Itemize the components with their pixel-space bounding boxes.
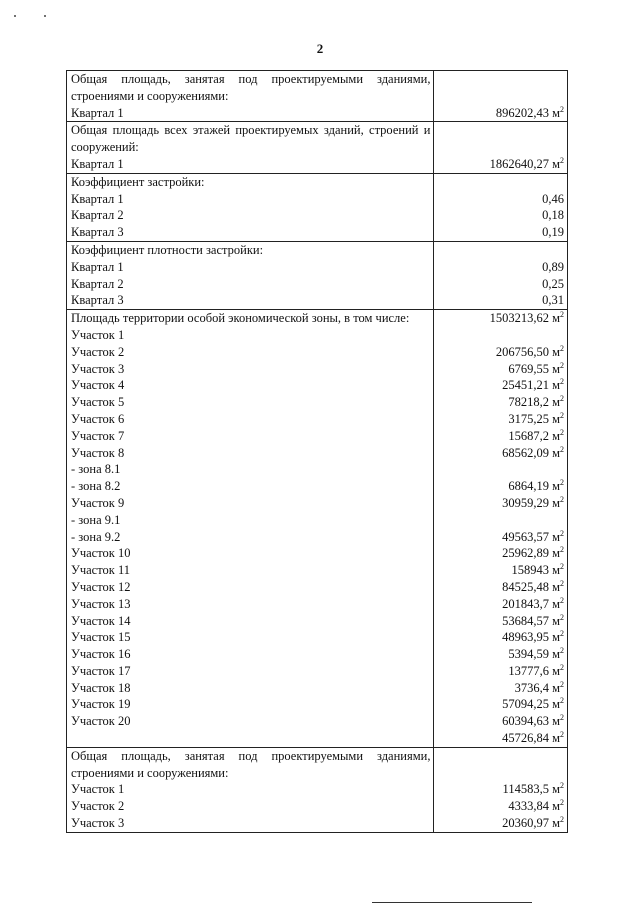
- item-label: Участок 19: [71, 697, 131, 712]
- item-label: Квартал 2: [71, 208, 124, 223]
- item-label: Участок 2: [71, 799, 125, 814]
- item-value: [438, 646, 564, 663]
- item-value-unit: м: [552, 782, 560, 797]
- section-total-unit-superscript: 2: [560, 310, 564, 320]
- item-value-unit-superscript: 2: [560, 478, 564, 488]
- item-value: [438, 545, 564, 562]
- section-total: [438, 310, 564, 327]
- item-value-unit: м: [552, 378, 560, 393]
- item-value-unit: м: [552, 361, 560, 376]
- item-value-number: 114583,5: [502, 782, 549, 797]
- item-value: [438, 562, 564, 579]
- item-label: Участок 16: [71, 647, 131, 662]
- item-value: [438, 798, 564, 815]
- item-label: Квартал 1: [71, 259, 124, 274]
- item-value: [438, 361, 564, 378]
- item-value-number: 0,18: [542, 208, 564, 223]
- item-value-number: 201843,7: [502, 596, 549, 611]
- section-label-cell: [67, 747, 434, 832]
- item-value: [438, 596, 564, 613]
- item-value-unit: м: [552, 647, 560, 662]
- item-value-number: 5394,59: [508, 647, 549, 662]
- item-value-number: 84525,48: [502, 579, 549, 594]
- item-value-number: 896202,43: [495, 105, 549, 120]
- item-label: Участок 5: [71, 395, 125, 410]
- spacer-line: [438, 174, 564, 191]
- item-value: [438, 394, 564, 411]
- item-value-number: 3736,4: [514, 680, 549, 695]
- item-value-unit-superscript: 2: [560, 696, 564, 706]
- item-value-number: 4333,84: [508, 799, 549, 814]
- item-value: [438, 478, 564, 495]
- item-value: [438, 461, 564, 478]
- item-label: Участок 7: [71, 428, 125, 443]
- item-value-number: 53684,57: [502, 613, 549, 628]
- item-value: [438, 428, 564, 445]
- item-value-unit-superscript: 2: [560, 798, 564, 808]
- item-value-unit-superscript: 2: [560, 578, 564, 588]
- item-value: [438, 191, 564, 208]
- item-value-unit: м: [552, 479, 560, 494]
- item-value-number: 57094,25: [502, 697, 549, 712]
- item-value-number: 60394,63: [502, 714, 549, 729]
- item-value-unit: м: [552, 529, 560, 544]
- item-value-unit-superscript: 2: [560, 730, 564, 740]
- section-heading: Общая площадь, занятая под проектируемыми зданиями, строениями и сооружениями:: [71, 748, 431, 780]
- item-value-unit-superscript: 2: [560, 815, 564, 825]
- spacer-line: [438, 139, 564, 156]
- scan-speck: [44, 15, 46, 17]
- section-value-cell: [434, 71, 568, 122]
- item-label: Участок 12: [71, 579, 131, 594]
- section-label-cell: [67, 241, 434, 309]
- item-value-unit-superscript: 2: [560, 679, 564, 689]
- item-value-unit: м: [552, 428, 560, 443]
- item-label: - зона 8.1: [71, 462, 121, 477]
- item-value-number: 0,31: [542, 293, 564, 308]
- item-value: [438, 276, 564, 293]
- item-value: [438, 529, 564, 546]
- item-value-unit-superscript: 2: [560, 646, 564, 656]
- spacer-line: [438, 765, 564, 782]
- spacer-line: [438, 71, 564, 88]
- item-value-unit-superscript: 2: [560, 494, 564, 504]
- item-value-number: 1862640,27: [489, 156, 549, 171]
- item-value-number: 20360,97: [502, 816, 549, 831]
- item-label: Квартал 1: [71, 105, 124, 120]
- item-value-unit: м: [552, 445, 560, 460]
- item-value-unit: м: [552, 495, 560, 510]
- item-label: - зона 9.2: [71, 529, 121, 544]
- item-value: [438, 156, 564, 173]
- section-label-cell: [67, 122, 434, 173]
- section-row: [67, 173, 568, 241]
- item-value: [438, 445, 564, 462]
- spacer-line: [438, 88, 564, 105]
- section-heading: Коэффициент застройки:: [71, 174, 205, 189]
- item-value: [438, 663, 564, 680]
- item-value-unit: м: [552, 663, 560, 678]
- item-value-number: 3175,25: [508, 411, 549, 426]
- item-value: [438, 105, 564, 122]
- item-label: Квартал 1: [71, 156, 124, 171]
- item-value: [438, 411, 564, 428]
- item-value: [438, 696, 564, 713]
- item-value-number: 6864,19: [508, 479, 549, 494]
- item-value-number: 13777,6: [508, 663, 549, 678]
- item-label: Участок 2: [71, 344, 125, 359]
- item-value-number: 0,89: [542, 259, 564, 274]
- item-value-unit: м: [552, 731, 560, 746]
- item-label: - зона 9.1: [71, 512, 121, 527]
- section-total-value: 1503213,62: [489, 311, 549, 326]
- spacer-line: [438, 748, 564, 765]
- item-value: [438, 207, 564, 224]
- item-value-unit-superscript: 2: [560, 104, 564, 114]
- section-heading: Общая площадь всех этажей проектируемых зданий, строений и сооружений:: [71, 123, 431, 155]
- item-value-unit: м: [552, 816, 560, 831]
- item-value-unit-superscript: 2: [560, 155, 564, 165]
- item-value-number: 0,19: [542, 225, 564, 240]
- item-value-unit: м: [552, 579, 560, 594]
- item-value-number: 15687,2: [508, 428, 549, 443]
- item-value: [438, 713, 564, 730]
- item-label: Участок 4: [71, 378, 125, 393]
- item-value-unit-superscript: 2: [560, 427, 564, 437]
- spacer-line: [438, 242, 564, 259]
- item-label: Участок 13: [71, 596, 131, 611]
- spacer-line: [438, 327, 564, 344]
- section-value-cell: [434, 310, 568, 748]
- page-number: 2: [316, 41, 324, 56]
- item-value-unit-superscript: 2: [560, 394, 564, 404]
- item-value-number: 48963,95: [502, 630, 549, 645]
- item-value-number: 6769,55: [508, 361, 549, 376]
- item-value: [438, 730, 564, 747]
- item-value-number: 78218,2: [508, 395, 549, 410]
- item-value: [438, 613, 564, 630]
- section-label-cell: [67, 71, 434, 122]
- item-label: Участок 3: [71, 816, 125, 831]
- item-value: [438, 224, 564, 241]
- parameters-table: [66, 70, 568, 833]
- item-value: [438, 512, 564, 529]
- section-label-cell: [67, 173, 434, 241]
- item-label: Участок 1: [71, 782, 125, 797]
- item-label: Участок 10: [71, 546, 131, 561]
- item-value: [438, 495, 564, 512]
- item-value-unit: м: [552, 613, 560, 628]
- section-heading: Площадь территории особой экономической зоны, в том числе:: [71, 311, 410, 326]
- item-value-unit: м: [552, 596, 560, 611]
- item-value-number: 158943: [511, 563, 549, 578]
- item-value-number: 49563,57: [502, 529, 549, 544]
- item-value-number: 206756,50: [495, 344, 549, 359]
- item-value: [438, 259, 564, 276]
- item-value-unit-superscript: 2: [560, 343, 564, 353]
- spacer-line: [438, 122, 564, 139]
- item-label: Участок 11: [71, 563, 131, 578]
- item-value-unit: м: [552, 680, 560, 695]
- item-value-number: 25451,21: [502, 378, 549, 393]
- section-row: [67, 747, 568, 832]
- item-value-unit: м: [552, 546, 560, 561]
- item-label: Квартал 3: [71, 225, 124, 240]
- item-label: - зона 8.2: [71, 479, 121, 494]
- item-label: Квартал 1: [71, 191, 124, 206]
- item-value-unit: м: [552, 697, 560, 712]
- item-value-number: 45726,84: [502, 731, 549, 746]
- item-value-number: 25962,89: [502, 546, 549, 561]
- section-row: [67, 122, 568, 173]
- item-value: [438, 377, 564, 394]
- item-label: Квартал 2: [71, 276, 124, 291]
- item-value: [438, 680, 564, 697]
- item-value-unit-superscript: 2: [560, 444, 564, 454]
- item-label: Участок 15: [71, 630, 131, 645]
- section-heading: Общая площадь, занятая под проектируемыми зданиями, строениями и сооружениями:: [71, 72, 431, 103]
- item-value-unit: м: [552, 630, 560, 645]
- section-value-cell: [434, 173, 568, 241]
- item-value: [438, 629, 564, 646]
- section-value-cell: [434, 122, 568, 173]
- section-row: [67, 71, 568, 122]
- scan-speck: [14, 15, 16, 17]
- item-value-unit-superscript: 2: [560, 545, 564, 555]
- item-label: Участок 9: [71, 495, 125, 510]
- item-value-number: 68562,09: [502, 445, 549, 460]
- section-total-unit: м: [552, 311, 560, 326]
- section-value-cell: [434, 747, 568, 832]
- item-value-unit: м: [552, 411, 560, 426]
- item-label: Участок 3: [71, 361, 125, 376]
- item-value-unit: м: [552, 156, 560, 171]
- item-value-unit-superscript: 2: [560, 781, 564, 791]
- footer-rule: [372, 902, 532, 903]
- item-value-unit: м: [552, 105, 560, 120]
- item-value: [438, 815, 564, 832]
- item-label: Участок 14: [71, 613, 131, 628]
- item-value-unit-superscript: 2: [560, 562, 564, 572]
- item-label: Квартал 3: [71, 293, 124, 308]
- item-value-unit-superscript: 2: [560, 612, 564, 622]
- item-label: Участок 18: [71, 680, 131, 695]
- parameters-table-body: [67, 71, 568, 833]
- item-label: Участок 6: [71, 411, 125, 426]
- item-value-unit-superscript: 2: [560, 360, 564, 370]
- item-value-number: 30959,29: [502, 495, 549, 510]
- item-label: Участок 17: [71, 663, 131, 678]
- item-value-unit-superscript: 2: [560, 713, 564, 723]
- item-value-unit: м: [552, 563, 560, 578]
- item-value-unit-superscript: 2: [560, 662, 564, 672]
- item-value-unit: м: [552, 799, 560, 814]
- item-value: [438, 344, 564, 361]
- item-value-number: 0,46: [542, 191, 564, 206]
- item-value-unit-superscript: 2: [560, 528, 564, 538]
- section-row: [67, 241, 568, 309]
- item-value: [438, 579, 564, 596]
- item-value-unit: м: [552, 344, 560, 359]
- section-heading: Коэффициент плотности застройки:: [71, 242, 264, 257]
- item-value-unit: м: [552, 714, 560, 729]
- item-value-unit-superscript: 2: [560, 595, 564, 605]
- item-value-unit-superscript: 2: [560, 410, 564, 420]
- item-value-unit-superscript: 2: [560, 629, 564, 639]
- item-value: [438, 781, 564, 798]
- item-value-unit-superscript: 2: [560, 377, 564, 387]
- item-value: [438, 292, 564, 309]
- section-row: [67, 310, 568, 748]
- item-value-unit: м: [552, 395, 560, 410]
- item-label: Участок 20: [71, 714, 131, 729]
- item-label: Участок 8: [71, 445, 125, 460]
- item-label: Участок 1: [71, 327, 125, 342]
- item-value-number: 0,25: [542, 276, 564, 291]
- section-label-cell: [67, 310, 434, 748]
- section-value-cell: [434, 241, 568, 309]
